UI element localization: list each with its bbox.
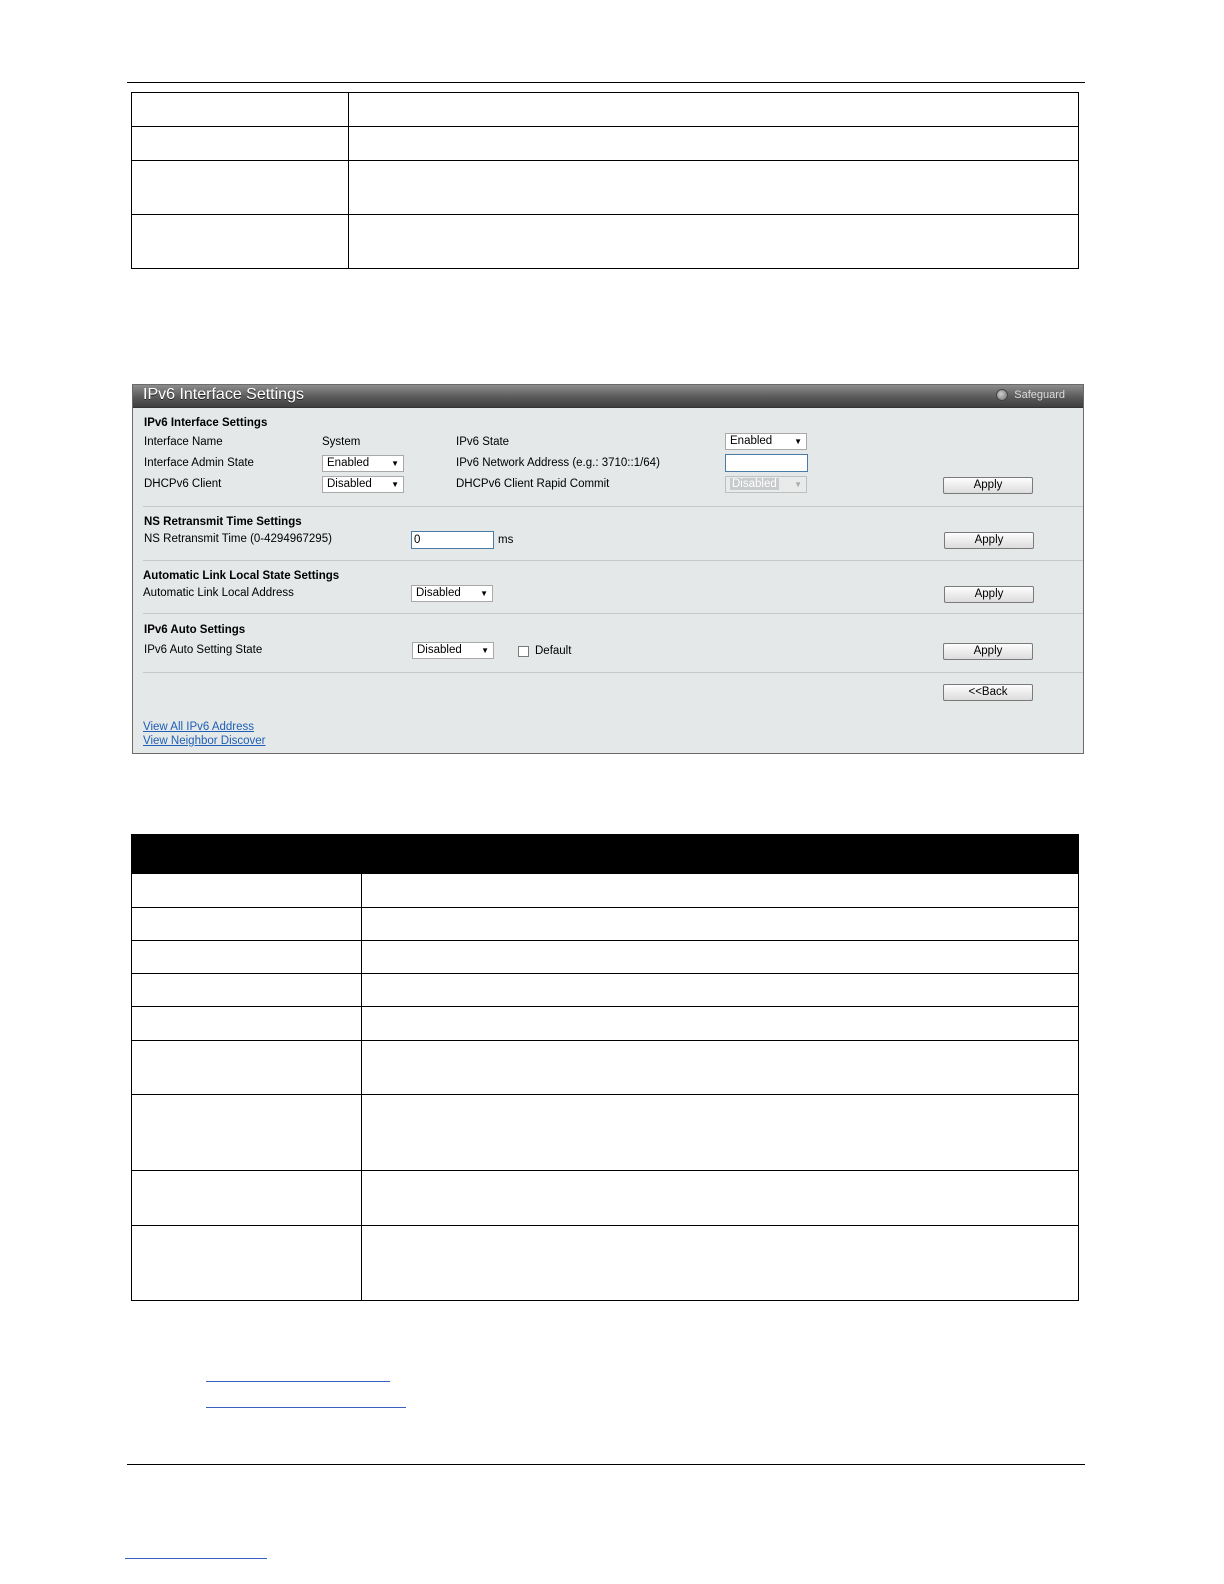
ipv6-state-label: IPv6 State: [456, 436, 510, 448]
dhcpv6-client-select[interactable]: Disabled ▼: [322, 476, 404, 493]
table-row: [132, 908, 1079, 941]
default-label: Default: [535, 645, 572, 657]
chevron-down-icon: ▼: [480, 589, 488, 598]
table-row: [132, 941, 1079, 974]
section-divider: [143, 506, 1083, 507]
section-title-auto-settings: IPv6 Auto Settings: [144, 624, 246, 636]
link-local-label: Automatic Link Local Address: [143, 587, 294, 599]
auto-setting-label: IPv6 Auto Setting State: [144, 644, 263, 656]
ipv6-interface-settings-panel: [132, 384, 1084, 754]
table-header-row: [132, 835, 1079, 874]
section-divider: [143, 672, 1083, 673]
panel-titlebar: [133, 385, 1083, 408]
ns-retransmit-label: NS Retransmit Time (0-4294967295): [144, 533, 332, 545]
section-title-ns-retransmit: NS Retransmit Time Settings: [144, 516, 302, 528]
chevron-down-icon: ▼: [794, 480, 802, 489]
apply-button-link-local[interactable]: Apply: [944, 586, 1034, 603]
ns-retransmit-input[interactable]: 0: [411, 531, 494, 549]
back-button[interactable]: <<Back: [943, 684, 1033, 701]
bottom-parameter-table: [131, 834, 1079, 1301]
chevron-down-icon: ▼: [391, 480, 399, 489]
chevron-down-icon: ▼: [391, 459, 399, 468]
table-row: [132, 974, 1079, 1007]
chevron-down-icon: ▼: [481, 646, 489, 655]
apply-button-ns-retransmit[interactable]: Apply: [944, 532, 1034, 549]
section-divider: [143, 560, 1083, 561]
section-title-interface: IPv6 Interface Settings: [144, 417, 268, 429]
footer-rule: [127, 1464, 1085, 1465]
network-address-input[interactable]: [725, 454, 808, 472]
table-row: [132, 1007, 1079, 1041]
link-local-select[interactable]: Disabled ▼: [411, 585, 493, 602]
table-row: [132, 1226, 1079, 1301]
table-row: [132, 1171, 1079, 1226]
safeguard-indicator[interactable]: [996, 389, 1065, 401]
interface-name-label: Interface Name: [144, 436, 223, 448]
ipv6-state-select[interactable]: Enabled ▼: [725, 433, 807, 450]
rapid-commit-label: DHCPv6 Client Rapid Commit: [456, 478, 610, 490]
section-divider: [143, 613, 1083, 614]
rapid-commit-select[interactable]: Disabled ▼: [725, 476, 807, 493]
chevron-down-icon: ▼: [794, 437, 802, 446]
document-link[interactable]: [206, 1381, 390, 1382]
interface-name-value: System: [322, 436, 361, 448]
safeguard-label: Safeguard: [1014, 389, 1065, 401]
document-link[interactable]: [206, 1407, 406, 1408]
table-row: [132, 127, 1079, 161]
view-all-ipv6-link[interactable]: View All IPv6 Address: [143, 721, 255, 733]
panel-title: IPv6 Interface Settings: [143, 386, 304, 403]
table-row: [132, 215, 1079, 269]
header-rule: [127, 82, 1085, 83]
apply-button-auto-settings[interactable]: Apply: [943, 643, 1033, 660]
top-parameter-table: [131, 92, 1079, 269]
view-neighbor-discover-link[interactable]: View Neighbor Discover: [143, 735, 266, 747]
ns-retransmit-unit: ms: [498, 534, 514, 546]
apply-button-interface[interactable]: Apply: [943, 477, 1033, 494]
auto-setting-select[interactable]: Disabled ▼: [412, 642, 494, 659]
table-row: [132, 1041, 1079, 1095]
admin-state-select[interactable]: Enabled ▼: [322, 455, 404, 472]
section-title-link-local: Automatic Link Local State Settings: [143, 570, 340, 582]
default-checkbox[interactable]: [518, 646, 529, 657]
network-address-label: IPv6 Network Address (e.g.: 3710::1/64): [456, 457, 660, 469]
safeguard-icon: [996, 389, 1008, 401]
admin-state-label: Interface Admin State: [144, 457, 254, 469]
table-row: [132, 874, 1079, 908]
footer-link[interactable]: [125, 1558, 267, 1559]
table-row: [132, 1095, 1079, 1171]
table-row: [132, 161, 1079, 215]
table-row: [132, 93, 1079, 127]
dhcpv6-client-label: DHCPv6 Client: [144, 478, 222, 490]
